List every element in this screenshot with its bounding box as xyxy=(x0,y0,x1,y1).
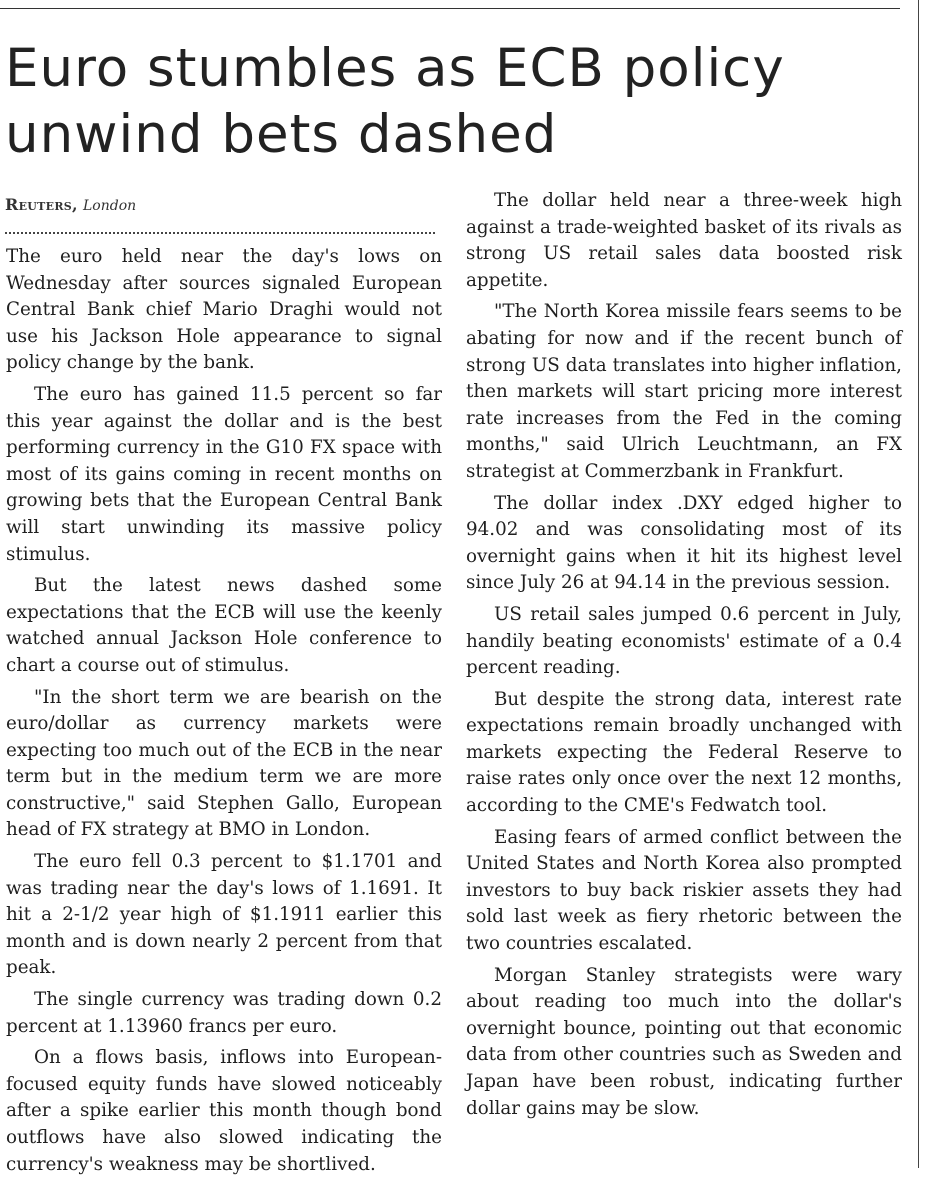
paragraph: On a flows basis, inflows into European-focused equity funds have slowed noticeably after a spike earlier this month though bond outflows have also slowed indicating the currency's weakness may be shortlived. xyxy=(6,1047,442,1175)
right-column xyxy=(466,188,902,1127)
paragraph: But the latest news dashed some expectations that the ECB will use the keenly watched annual Jackson Hole conference to chart a course out of stimulus. xyxy=(6,575,442,676)
paragraph: The dollar held near a three-week high against a trade-weighted basket of its rivals as strong US retail sales data boosted risk appetite. xyxy=(466,190,902,291)
byline xyxy=(5,195,136,214)
paragraph: Easing fears of armed conflict between the United States and North Korea also prompted investors to buy back riskier assets they had sold last week as fiery rhetoric between the two countries escalated. xyxy=(466,826,902,955)
paragraph: "The North Korea missile fears seems to be abating for now and if the recent bunch of strong US data translates into higher inflation, then markets will start pricing more interest rate increases from the Fed in the coming months," said Ulrich Leuchtmann, an FX strategist at Commerzbank in Frankfurt. xyxy=(466,301,902,482)
left-column xyxy=(6,244,442,1183)
byline-city: London xyxy=(83,198,137,214)
paragraph: Morgan Stanley strategists were wary about reading too much into the dollar's overnight bounce, pointing out that economic data from other countries such as Sweden and Japan have been robust, indicating further dollar gains may be slow. xyxy=(466,964,902,1119)
headline: Euro stumbles as ECB policy unwind bets dashed xyxy=(5,38,785,165)
dotted-separator xyxy=(5,232,435,234)
paragraph: US retail sales jumped 0.6 percent in July, handily beating economists' estimate of a 0.4 percent reading. xyxy=(466,603,902,679)
column-rule xyxy=(918,0,919,1168)
paragraph: "In the short term we are bearish on the euro/dollar as currency markets were expecting too much out of the ECB in the near term but in the medium term we are more constructive," said Stephen Gallo, European head of FX strategy at BMO in London. xyxy=(6,686,442,841)
byline-agency: Reuters, xyxy=(5,195,78,214)
top-rule xyxy=(0,8,900,9)
paragraph: The euro has gained 11.5 percent so far this year against the dollar and is the best performing currency in the G10 FX space with most of its gains coming in recent months on growing bets that the European Central Bank will start unwinding its massive policy stimulus. xyxy=(6,383,442,565)
paragraph: The euro fell 0.3 percent to $1.1701 and was trading near the day's lows of 1.1691. It hit a 2-1/2 year high of $1.1911 earlier this month and is down nearly 2 percent from that peak. xyxy=(6,851,442,979)
paragraph: The single currency was trading down 0.2 percent at 1.13960 francs per euro. xyxy=(6,989,442,1037)
paragraph: The dollar index .DXY edged higher to 94.02 and was consolidating most of its overnight gains when it hit its highest level since July 26 at 94.14 in the previous session. xyxy=(466,492,902,594)
paragraph: But despite the strong data, interest rate expectations remain broadly unchanged with markets expecting the Federal Reserve to raise rates only once over the next 12 months, according to the CME's Fedwatch tool. xyxy=(466,688,902,817)
paragraph: The euro held near the day's lows on Wednesday after sources signaled European Central Bank chief Mario Draghi would not use his Jackson Hole appearance to signal policy change by the bank. xyxy=(6,246,442,374)
